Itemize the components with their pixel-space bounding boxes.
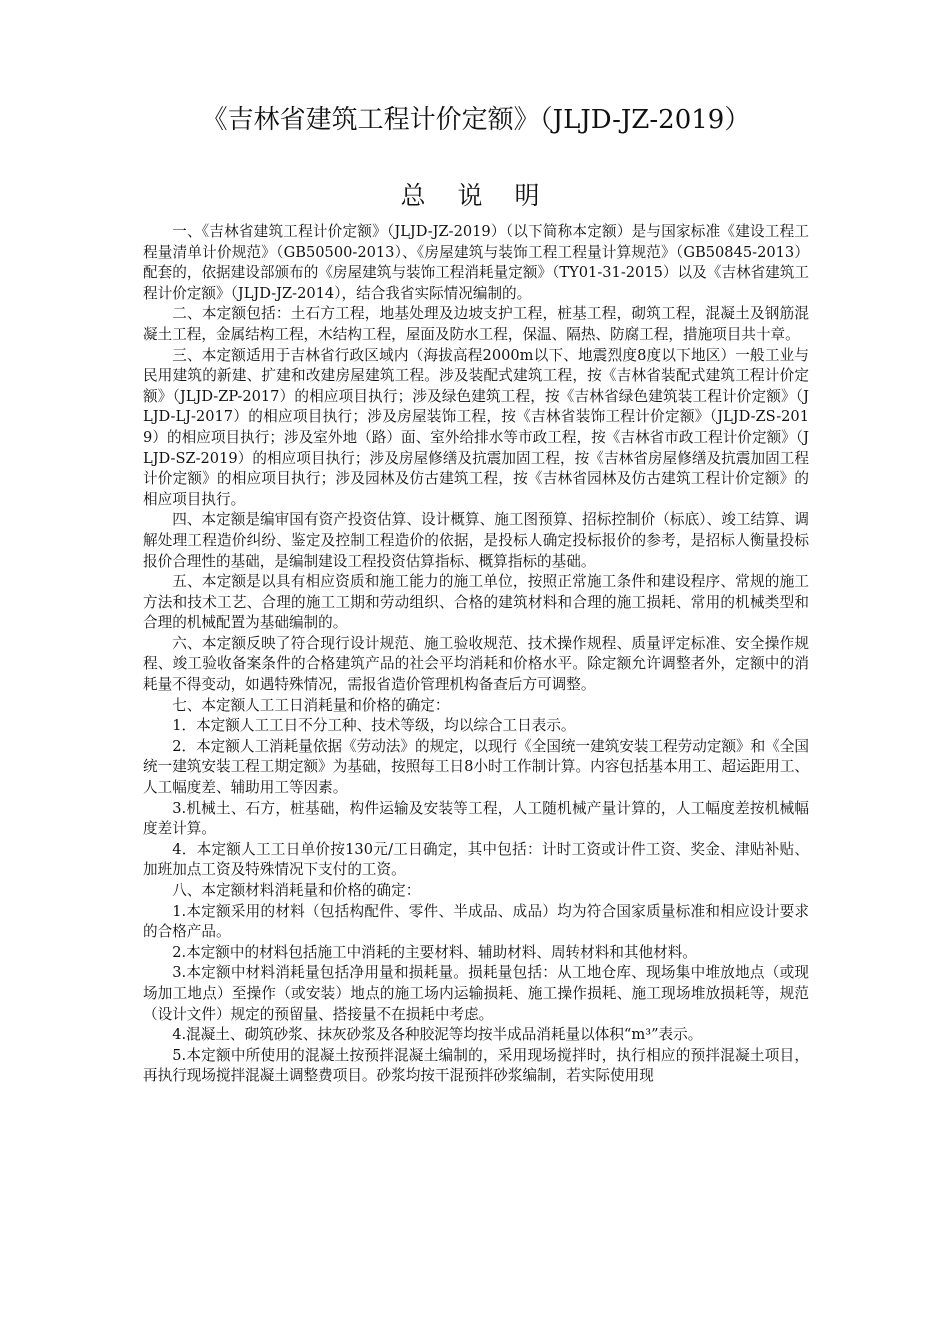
paragraph: 4．本定额人工工日单价按130元/工日确定，其中包括：计时工资或计件工资、奖金、津贴补贴、加班加点工资及特殊情况下支付的工资。 [143, 840, 809, 879]
paragraph: 五、本定额是以具有相应资质和施工能力的施工单位，按照正常施工条件和建设程序、常规的施工方法和技术工艺、合理的施工工期和劳动组织、合格的建筑材料和合理的施工损耗、常用的机械类型和合理的机械配置为基础编制的。 [143, 573, 809, 632]
paragraph: 4.混凝土、砌筑砂浆、抹灰砂浆及各种胶泥等均按半成品消耗量以体积“m³”表示。 [172, 1026, 703, 1044]
document-page [143, 100, 809, 1087]
paragraph: 六、本定额反映了符合现行设计规范、施工验收规范、技术操作规程、质量评定标准、安全操作规程、竣工验收备案条件的合格建筑产品的社会平均消耗和价格水平。除定额允许调整者外，定额中的消耗量不得变动，如遇特殊情况，需报省造价管理机构备查后方可调整。 [143, 634, 809, 694]
document-title: 《吉林省建筑工程计价定额》（JLJD-JZ-2019） [201, 105, 751, 135]
paragraph: 四、本定额是编审国有资产投资估算、设计概算、施工图预算、招标控制价（标底）、竣工结算、调解处理工程造价纠纷、鉴定及控制工程造价的依据，是投标人确定投标报价的参考，是招标人衡量投标报价合理性的基础，是编制建设工程投资估算指标、概算指标的基础。 [143, 511, 809, 570]
paragraph: 2.本定额中的材料包括施工中消耗的主要材料、辅助材料、周转材料和其他材料。 [172, 943, 697, 961]
paragraph: 七、本定额人工工日消耗量和价格的确定： [172, 696, 450, 714]
paragraph: 八、本定额材料消耗量和价格的确定： [172, 882, 421, 899]
section-heading: 总 说 明 [400, 181, 552, 210]
paragraph: 1．本定额人工工日不分工种、技术等级，均以综合工日表示。 [172, 717, 576, 735]
paragraph: 1.本定额采用的材料（包括构配件、零件、半成品、成品）均为符合国家质量标准和相应设计要求的合格产品。 [143, 902, 809, 941]
paragraph: 三、本定额适用于吉林省行政区域内（海拔高程2000m以下、地震烈度8度以下地区）一般工业与民用建筑的新建、扩建和改建房屋建筑工程。涉及装配式建筑工程，按《吉林省装配式建筑工程计价定额》（JLJD-ZP-2017）的相应项目执行；涉及绿色建筑工程，按《吉林省绿色建筑装工程计价定额》（JLJD-LJ-2017）的相应项目执行；涉及房屋装饰工程，按《吉林省装饰工程计价定额》（JLJD-ZS-2019）的相应项目执行；涉及室外地（路）面、室外给排水等市政工程，按《吉林省市政工程计价定额》（JLJD-SZ-2019）的相应项目执行；涉及房屋修缮及抗震加固工程，按《吉林省房屋修缮及抗震加固工程计价定额》的相应项目执行；涉及园林及仿古建筑工程，按《吉林省园林及仿古建筑工程计价定额》的相应项目执行。 [143, 346, 809, 508]
paragraph: 2．本定额人工消耗量依据《劳动法》的规定，以现行《全国统一建筑安装工程劳动定额》和《全国统一建筑安装工程工期定额》为基础，按照每工日8小时工作制计算。内容包括基本用工、超运距用工、人工幅度差、辅助用工等因素。 [143, 737, 810, 797]
paragraph: 二、本定额包括：土石方工程，地基处理及边坡支护工程，桩基工程，砌筑工程，混凝土及钢筋混凝土工程，金属结构工程，木结构工程，屋面及防水工程，保温、隔热、防腐工程，措施项目共十章。 [143, 305, 809, 343]
paragraph: 一、《吉林省建筑工程计价定额》（JLJD-JZ-2019）（以下简称本定额）是与国家标准《建设工程工程量清单计价规范》（GB50500-2013）、《房屋建筑与装饰工程工程量计算规范》（GB50845-2013）配套的，依据建设部颁布的《房屋建筑与装饰工程消耗量定额》（TY01-31-2015）以及《吉林省建筑工程计价定额》（JLJD-JZ-2014），结合我省实际情况编制的。 [143, 223, 809, 302]
paragraph: 3.本定额中材料消耗量包括净用量和损耗量。损耗量包括：从工地仓库、现场集中堆放地点（或现场加工地点）至操作（或安装）地点的施工场内运输损耗、施工操作损耗、施工现场堆放损耗等，规范（设计文件）规定的预留量、搭接量不在损耗中考虑。 [143, 964, 809, 1023]
body-text [143, 222, 809, 1087]
paragraph: 3.机械土、石方，桩基础，构件运输及安装等工程，人工随机械产量计算的，人工幅度差按机械幅度差计算。 [143, 799, 809, 838]
paragraph: 5.本定额中所使用的混凝土按预拌混凝土编制的，采用现场搅拌时，执行相应的预拌混凝土项目，再执行现场搅拌混凝土调整费项目。砂浆均按干混预拌砂浆编制，若实际使用现 [143, 1046, 809, 1085]
